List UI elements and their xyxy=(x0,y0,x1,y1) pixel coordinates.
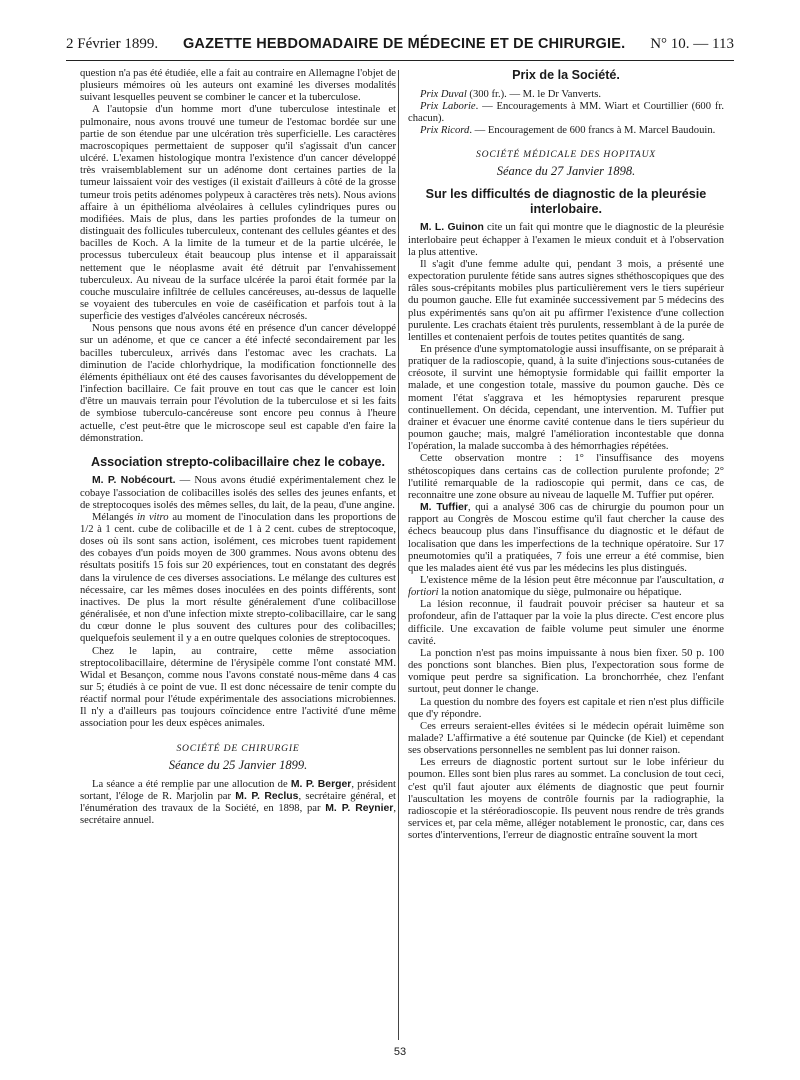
section-heading-association: Association strepto-colibacillaire chez le cobaye. xyxy=(91,454,385,469)
author-name: M. Tuffier xyxy=(420,502,468,514)
paragraph: La ponction n'est pas moins impuissante à nous bien fixer. 50 p. 100 des ponctions sont blanches. Bien plus, l'expectoration sous forme de vomique peut perdre sa signification. La bronchorrhée, chez l'enfant surtout, peut donner le change. xyxy=(408,647,724,696)
left-column xyxy=(80,68,396,828)
session-date: Séance du 25 Janvier 1899. xyxy=(168,757,308,772)
paragraph: Nous pensons que nous avons été en présence d'un cancer développé sur un adénome, et que ce cancer a été infecté secondairement par les bacilles tuberculeux, arrivés dans l'estomac avec les crachats. La diminution de l'acide chlorhydrique, la modification fonctionnelle des éléments épithéliaux ont été des causes favorisantes du développement de l'infection bacillaire. Ce fait prouve en tout cas que le cancer est loin d'être un mauvais terrain pour l'évolution de la tuberculose et si les faits de symbiose tuberculo-cancéreuse sont encore peu connus à l'heure actuelle, c'est peut-être que le microscope seul est capable d'en faire la démonstration. xyxy=(80,323,396,444)
paragraph: La question du nombre des foyers est capitale et rien n'est plus difficile que d'y répondre. xyxy=(408,696,724,720)
paragraph: Mélangés in vitro au moment de l'inoculation dans les proportions de 1/2 à 1 cent. cube de colibacille et de 1 à 2 cent. cubes de streptocoque, doses où ils sont sans action, isolément, ces microbes tuent rapidement des cobayes d'un poids moyen de 300 grammes. Nous avons obtenu des résultats positifs 15 fois sur 20 expériences, tout en constatant des degrés dans la virulence de ces diverses associations. Le mélange des cultures est nécessaire, car les mêmes doses inoculées en des points différents, sont inactives. De plus la mort résulte généralement d'une colibacillose généralisée, et non d'une infection mixte strepto-colibacillaire, car le sang du cœur donne le plus souvent des cultures pour des colibacilles; quelquefois seulement il y a en outre quelques colonies de streptocoques. xyxy=(80,511,396,645)
paragraph: question n'a pas été étudiée, elle a fait au contraire en Allemagne l'objet de plusieurs mémoires où les auteurs ont examiné les diverses modalités suivant lesquelles peuvent se combiner le cancer et la tuberculose. xyxy=(80,68,396,104)
prize-entry: Prix Ricord. — Encouragement de 600 francs à M. Marcel Baudouin. xyxy=(420,124,716,136)
page-number: 53 xyxy=(393,1046,407,1058)
paragraph: M. Tuffier, qui a analysé 306 cas de chirurgie du poumon pour un rapport au Congrès de Moscou estime qu'il faut chercher la cause des échecs beaucoup plus dans l'insuffisance du diagnostic et le défaut de localisation que dans les imperfections de la technique opératoire. Sur 17 pneumotomies qu'il a pratiquées, 7 fois une erreur a été commise, bien que les malades aient été vus par les médecins les plus distingués. xyxy=(408,502,724,574)
section-heading-pleuresie: Sur les difficultés de diagnostic de la pleurésie interlobaire. xyxy=(425,187,707,216)
session-date: Séance du 27 Janvier 1898. xyxy=(496,164,636,179)
header-date: 2 Février 1899. xyxy=(66,36,159,52)
paragraph: La séance a été remplie par une allocution de M. P. Berger, président sortant, l'éloge de R. Marjolin par M. P. Reclus, secrétaire général, et l'énumération des travaux de la Société, en 1898, par M. P. Reynier, secrétaire annuel. xyxy=(80,778,397,827)
paragraph: En présence d'une symptomatologie aussi insuffisante, on se préparait à pratiquer de la radioscopie, quand, à la suite d'injections sous-cutanées de créosote, il survint une hémoptysie formidable qui faillit emporter la malade, et une congestion totale, massive du poumon gauche. Dès ce moment l'état s'aggrava et les hémoptysies reparurent presque continuellement. On décida, cependant, une intervention. M. Tuffier put drainer et évacuer une énorme cavité contenue dans le tiers supérieur du poumon gauche; mais, malgré l'amélioration incontestable que donna l'opération, la malade succomba à des hémorrhagies répétées. xyxy=(408,344,724,453)
column-divider xyxy=(398,70,399,1040)
paragraph: Ces erreurs seraient-elles évitées si le médecin opérait luimême son malade? L'affirmative a été soutenue par Quincke (de Kiel) et cependant ses observations personnelles ne semblent pas lui donner raison. xyxy=(408,720,724,757)
paragraph: Cette observation montre : 1° l'insuffisance des moyens sthétoscopiques dans certains cas de collection purulente profonde; 2° l'utilité remarquable de la radioscopie qui permit, dans ce cas, de reconnaitre une zone obsure au niveau de laquelle M. Tuffier put opérer. xyxy=(408,453,724,501)
society-heading: SOCIÉTÉ MÉDICALE DES HOPITAUX xyxy=(476,149,656,161)
author-name: M. L. Guinon xyxy=(420,222,484,234)
running-header xyxy=(66,36,734,58)
paragraph: A l'autopsie d'un homme mort d'une tuberculose intestinale et pulmonaire, nous avons trouvé une tumeur de l'estomac bordée sur une partie de son étendue par une ulcération très superficielle. Les caractères macroscopiques permettaient de supposer qu'il s'agissait d'un cancer ulcéré. L'examen histologique montra l'existence d'un cancer développé très vraisemblablement sur un adénome dont certaines parties de la tumeur laissaient voir des vestiges (il existait d'ailleurs à côté de la grosse tumeur trois petits adénomes polypeux à caractères très nets). Nous avions affaire à un épithélioma alvéolaires à cellules cylindriques pures ou modifiées. Mais de plus, dans les parties profondes de la tumeur on distinguait des follicules tuberculeux, contenant des cellules géantes et des bacilles de Koch. A la limite de la tumeur et de la partie ulcérée, le processus tuberculeux était beaucoup plus intense et il apparaissait nettement que le néoplasme avait été détruit par l'envahissement tuberculeux. Au niveau de la surface ulcérée la paroi était formée par la couche musculaire infiltrée de cellules cancéreuses, au-dessus de laquelle se voyaient des tubercules en voie de caséification et parfois tout à la superficie des vestiges d'alvéoles cancéreux nécrosés. xyxy=(80,104,396,323)
header-issue: N° 10. — 113 xyxy=(650,36,734,52)
paragraph: Chez le lapin, au contraire, cette même association streptocolibacillaire, détermine de l'érysipèle comme l'ont constaté MM. Widal et Besançon, comme nous l'avons constaté nous-même dans 4 cas sur 5; étudiés à ce point de vue. Il est donc nécessaire de tenir compte du réactif normal pour l'étude expérimentale des associations microbiennes. Il n'y a d'ailleurs pas toujours coïncidence entre l'activité d'une même association pour les deux espèces animales. xyxy=(80,645,396,730)
header-journal-title: GAZETTE HEBDOMADAIRE DE MÉDECINE ET DE CHIRURGIE. xyxy=(182,36,626,52)
prize-entry: Prix Duval (300 fr.). — M. le Dr Vanverts. xyxy=(420,88,602,100)
society-heading: SOCIÉTÉ DE CHIRURGIE xyxy=(176,742,300,754)
header-rule xyxy=(66,60,734,61)
section-heading-prix: Prix de la Société. xyxy=(512,68,620,82)
prize-entry: Prix Laborie. — Encouragements à MM. Wiart et Courtillier (600 fr. chacun). xyxy=(408,100,724,124)
paragraph: M. L. Guinon cite un fait qui montre que le diagnostic de la pleurésie interlobaire peut échapper à l'examen le mieux conduit et à l'observation la plus attentive. xyxy=(408,222,724,258)
right-column xyxy=(408,68,724,842)
paragraph: L'existence même de la lésion peut être méconnue par l'auscultation, a fortiori la notion anatomique du siège, pulmonaire ou hépatique. xyxy=(408,574,724,599)
paragraph: M. P. Nobécourt. — Nous avons étudié expérimentalement chez le cobaye l'association de colibacilles isolés des selles des jeunes enfants, et de streptocoques isolés des mêmes selles, du lait, de la peau, d'une angine. xyxy=(80,475,396,511)
paragraph: La lésion reconnue, il faudrait pouvoir préciser sa hauteur et sa profondeur, afin de l'attaquer par la voie la plus directe. C'est encore plus difficile. Une excavation de faible volume peut simuler une énorme cavité. xyxy=(408,599,724,647)
author-name: M. P. Nobécourt. xyxy=(92,475,176,487)
paragraph: Les erreurs de diagnostic portent surtout sur le lobe inférieur du poumon. Elles sont bien plus rares au sommet. La conclusion de tout ceci, c'est qu'il faut ajouter aux éléments de diagnostic que peut fournir l'auscultation les moyens de contrôle fournis par la radiographie, la radioscopie et la stéréoradioscopie. Ils peuvent nous rendre de très grands services et, par cela même, alléger notablement le pronostic, car, dans ces sortes d'interventions, l'erreur de diagnostic entraîne souvent la mort xyxy=(408,757,724,842)
paragraph: Il s'agit d'une femme adulte qui, pendant 3 mois, a présenté une expectoration purulente fétide sans autres signes sthéthoscopiques que des râles sous-crépitants mobiles plus particulièrement vers le tiers supérieur du poumon gauche. Elle fut examinée successivement par 5 médecins des plus expérimentés sans qu'on ait pu affirmer l'existence d'une collection purulente. Les crachats étaient très purulents, ressemblant à de la purée de lentilles et contenaient perfois de toutes petites quantités de sang. xyxy=(408,258,724,343)
